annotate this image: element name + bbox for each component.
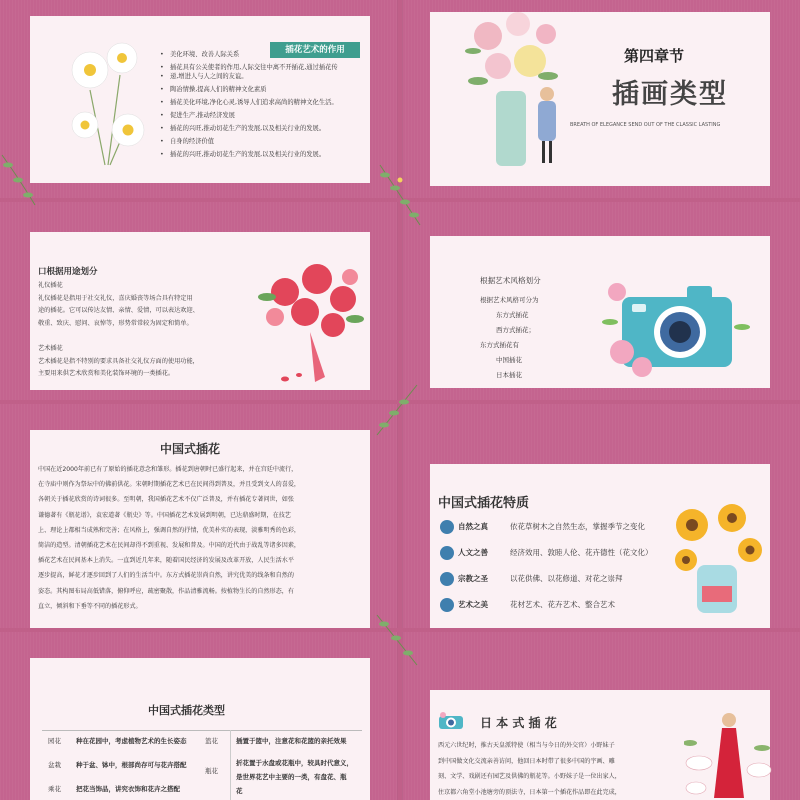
text-line: 逐步提高，鲜花才逐步回到了人们的生活当中。东方式插花崇尚自然，讲究优美的线条和自然的 — [38, 572, 294, 580]
text-line: 上、理论上都相当成熟和完善；在风格上，强调自然的抒情，优美朴实的表现，淡雅明秀的色彩， — [38, 526, 301, 534]
text-line: 住京都六角堂小池塘旁的顶法寺，日本第一个插花作品即在此完成， — [438, 788, 621, 796]
text-line: 直立，倾斜和下垂等不同的插花形式。 — [38, 602, 142, 610]
bullet: • 自身的经济价值 — [158, 135, 338, 148]
type-label: 瓶花 — [205, 767, 218, 775]
text-line: 各朝关于插花欣赏的诗词很多。至明朝，我国插花艺术不仅广泛普及，并有插花专著问世，如张 — [38, 496, 294, 504]
slide-4-line: 东方式插花 — [496, 311, 529, 319]
leaf-branch-icon — [372, 610, 422, 670]
text-line: 途的插花。它可以传达友情、亲情、爱情，可以表达欢迎、 — [38, 307, 199, 315]
slide-8 — [402, 632, 800, 800]
slide-4-line: 根据艺术风格可分为 — [480, 296, 539, 304]
type-text: 折花置于水盘或花瓶中，较具时代意义， — [236, 759, 353, 767]
slide-4-line: 东方式插花有 — [480, 341, 519, 349]
type-text: 种于盆、钵中，根部尚存可与花卉搭配 — [76, 761, 187, 769]
bullet-continuation: • 递,增进人与人之间的友谊。 — [158, 70, 338, 83]
leaf-branch-icon — [370, 160, 430, 230]
text-line: 礼仪插花 — [38, 282, 63, 289]
flower-bullet-icon — [440, 520, 454, 534]
type-text: 是世界花艺中主要的一类，有盘花、瓶 — [236, 773, 347, 781]
flower-bullet-icon — [440, 546, 454, 560]
daisy-bouquet-icon — [50, 30, 150, 170]
slide-4-line: 日本插花 — [496, 371, 522, 379]
slide-2-title: 插画类型 — [612, 79, 728, 110]
camera-flowers-icon — [602, 272, 752, 382]
text-line: 刻、文学、戏剧还有园艺及供佛的瓶花等。小野妹子是一位出家人， — [438, 773, 621, 780]
camera-icon — [438, 712, 464, 730]
text-line: 主要用来供艺术欣赏和美化装饰环境的一类插花。 — [38, 370, 175, 378]
slide-1-title: 插花艺术的作用 — [270, 42, 360, 58]
slide-8-text — [438, 738, 621, 800]
type-text: 把花当饰品，讲究衣饰和花卉之搭配 — [76, 785, 180, 793]
text-line — [38, 330, 199, 343]
slide-4-line: 西方式插花； — [496, 326, 535, 334]
slide-5 — [0, 404, 398, 628]
text-line: 艺术插花 — [38, 344, 63, 352]
slide-5-text — [38, 462, 300, 614]
slide-3-heading: 口根据用途划分 — [38, 267, 98, 277]
bullet: • 插花的兴旺,推动切花生产的发展,以及相关行业的发展。 — [158, 148, 338, 161]
type-label: 园花 — [48, 737, 61, 745]
slide-1-bullets — [158, 48, 338, 161]
text-line: 在寺庙中则作为祭坛中的佛前供花。宋朝时期插花艺术已在民间得到普及，并且受到文人的喜爱， — [38, 481, 301, 489]
woman-lily-icon — [684, 708, 774, 800]
type-text: 种在花园中，考虑植物艺术的生长姿态 — [76, 737, 187, 745]
text-line: 西元六世纪时，推古天皇派特使（相当与今日的外交官）小野妹子 — [438, 742, 615, 749]
slide-8-title: 日 本 式 插 花 — [480, 716, 557, 730]
slide-7-title: 中国式插花类型 — [148, 704, 225, 717]
bullet: • 插花美化环境,净化心灵,诱导人们追求高尚的精神文化生活。 — [158, 96, 338, 109]
slide-3 — [0, 202, 398, 400]
type-text: 花 — [236, 787, 243, 795]
slide-4-line: 中国插花 — [496, 356, 522, 364]
slide-2-subtitle: BREATH OF ELEGANCE SEND OUT OF THE CLASSIC LASTING — [570, 122, 721, 128]
text-line: 礼仪插花是指用于社交礼仪，喜庆婚丧等场合具有特定用 — [38, 294, 193, 302]
slide-4 — [402, 202, 800, 400]
flower-bullet-icon — [440, 598, 454, 612]
text-line: 敬重、致庆、慰问、哀悼等，形势常常较为固定和简单。 — [38, 319, 193, 327]
slide-6 — [402, 404, 800, 628]
slide-2 — [402, 0, 800, 198]
bullet: • 插花具有公关使者的作用,人际交往中离不开插花,通过插花传 — [158, 61, 338, 74]
feature-desc: 以花供佛、以花修道、对花之崇拜 — [510, 574, 623, 583]
slide-4-heading: 根据艺术风格划分 — [480, 276, 541, 285]
flower-vase-girl-icon — [458, 6, 568, 176]
text-line: 插花艺术在民间基本上消失。一直到近几年来，随着国民经济的发展及改革开放，人民生活水平 — [38, 557, 294, 565]
bullet: • 促进生产,推动经济发展 — [158, 109, 338, 122]
feature-name: 自然之真 — [458, 522, 488, 531]
slide-5-title: 中国式插花 — [160, 442, 221, 456]
text-line: 到中国做文化交流亲善访问，他回日本时带了很多中国的宇画、雕 — [438, 757, 615, 765]
slide-1 — [0, 0, 398, 198]
slide-6-title: 中国式插花特质 — [438, 496, 530, 511]
rose-bouquet-icon — [255, 257, 365, 397]
sunflower-vase-icon — [672, 500, 767, 620]
feature-name: 艺术之美 — [458, 600, 488, 609]
type-label: 篮花 — [205, 737, 218, 745]
feature-name: 宗教之圣 — [458, 574, 488, 583]
type-label: 乘花 — [48, 785, 61, 793]
text-line: 艺术插花是指不特别的要求具备社交礼仪方面的使用功能， — [38, 357, 199, 365]
table-rule-mid — [230, 730, 231, 800]
type-text: 插置于篮中，注意花和花篮的亲托效果 — [236, 737, 347, 745]
bullet: • 陶冶情操,提高人们的精神文化素质 — [158, 83, 338, 96]
slide-7 — [0, 632, 398, 800]
text-line: 中国在近2000年前已有了原始的插花意念和雏形。插花到唐朝时已盛行起来，并在宫廷中流行， — [38, 466, 298, 473]
bullet: • 插花的兴旺,推动切花生产的发展,以及相关行业的发展。 — [158, 122, 338, 135]
text-line: 简洁的造型。清朝插花艺术在民间却得不到重视、发展和普及。中国的近代由于战乱等诸多因素， — [38, 542, 301, 550]
leaf-branch-icon — [0, 150, 40, 210]
feature-name: 人文之善 — [458, 548, 488, 557]
feature-desc: 经济效用、敦睦人伦、花卉德性（花文化） — [510, 548, 653, 557]
feature-desc: 花材艺术、花卉艺术、整合艺术 — [510, 600, 615, 609]
slide-3-text — [38, 280, 199, 381]
feature-desc: 依花草树木之自然生态，掌握季节之变化 — [510, 522, 645, 531]
text-line: 姿态。其构图布局高低错落，俯仰呼应，疏密聚散，作品清雅流畅。按植物生长的自然形态，有 — [38, 587, 294, 595]
text-line: 谦德著有《瓶花谱》，袁宏道著《瓶史》等。中国插花艺术发展到明朝，已达鼎盛时期，在技艺 — [38, 511, 291, 519]
table-rule-top — [42, 730, 362, 731]
type-label: 盆栽 — [48, 761, 61, 769]
chapter-label: 第四章节 — [624, 47, 685, 65]
bullet: • 美化环境、改善人际关系 — [158, 48, 338, 61]
flower-bullet-icon — [440, 572, 454, 586]
leaf-branch-icon — [372, 380, 422, 440]
